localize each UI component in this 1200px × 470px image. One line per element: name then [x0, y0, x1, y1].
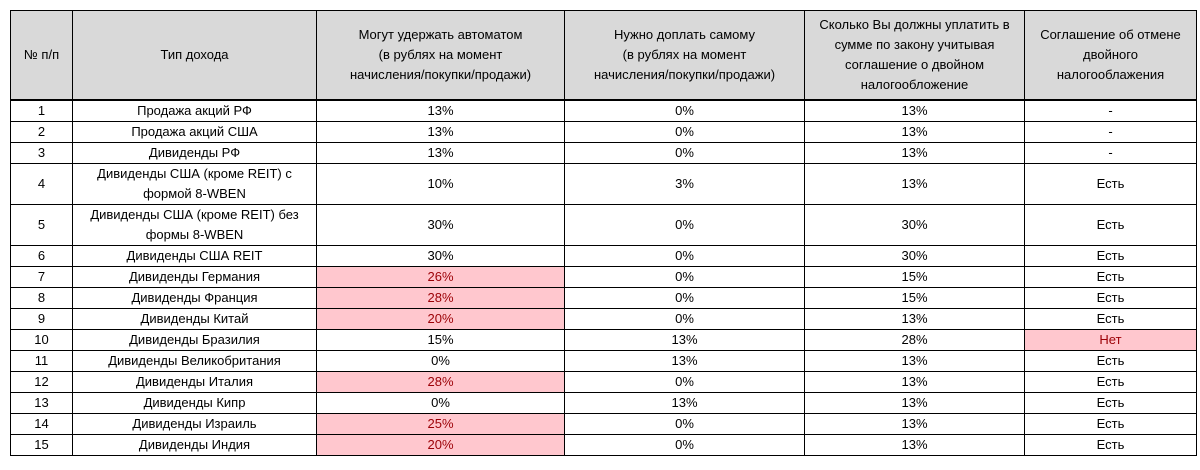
cell-pay-yourself: 13%	[565, 330, 805, 351]
cell-income-type	[73, 164, 317, 205]
cell-income-type	[73, 393, 317, 414]
text-line: Дивиденды Индия	[138, 437, 251, 452]
table-row	[11, 309, 1197, 330]
cell-income-type	[73, 414, 317, 435]
text-line: Дивиденды Израиль	[132, 416, 257, 431]
cell-income-type	[73, 205, 317, 246]
cell-num: 1	[11, 100, 73, 122]
cell-income-type	[73, 372, 317, 393]
table-row	[11, 164, 1197, 205]
cell-agreement: Есть	[1025, 246, 1197, 267]
text-line: Дивиденды США REIT	[126, 248, 263, 263]
cell-auto-withheld: 13%	[317, 122, 565, 143]
cell-pay-yourself: 0%	[565, 267, 805, 288]
cell-total-due: 30%	[805, 246, 1025, 267]
text-line: Дивиденды Германия	[128, 269, 261, 284]
cell-agreement: Есть	[1025, 309, 1197, 330]
table-row	[11, 100, 1197, 122]
header-income-type: Тип дохода	[73, 11, 317, 101]
cell-pay-yourself: 0%	[565, 309, 805, 330]
table-row	[11, 330, 1197, 351]
cell-pay-yourself: 0%	[565, 143, 805, 164]
table-row	[11, 143, 1197, 164]
cell-total-due: 13%	[805, 351, 1025, 372]
text-line: Соглашение об отмене	[1040, 27, 1181, 42]
cell-pay-yourself: 0%	[565, 122, 805, 143]
cell-auto-withheld: 0%	[317, 351, 565, 372]
cell-income-type	[73, 330, 317, 351]
cell-agreement: -	[1025, 100, 1197, 122]
table-row	[11, 246, 1197, 267]
table-row	[11, 267, 1197, 288]
header-total-due	[805, 11, 1025, 101]
cell-total-due: 13%	[805, 122, 1025, 143]
text-line: начисления/покупки/продажи)	[349, 67, 532, 82]
cell-auto-withheld: 13%	[317, 143, 565, 164]
cell-num: 5	[11, 205, 73, 246]
text-line: Дивиденды Италия	[135, 374, 254, 389]
table-header	[11, 11, 1197, 101]
cell-pay-yourself: 0%	[565, 100, 805, 122]
text-line: Дивиденды Китай	[140, 311, 249, 326]
cell-num: 13	[11, 393, 73, 414]
cell-auto-withheld: 30%	[317, 246, 565, 267]
cell-agreement: Есть	[1025, 414, 1197, 435]
cell-total-due: 13%	[805, 143, 1025, 164]
table-row	[11, 372, 1197, 393]
table-row	[11, 122, 1197, 143]
text-line: двойного	[1083, 47, 1138, 62]
cell-total-due: 13%	[805, 100, 1025, 122]
table-body	[11, 100, 1197, 456]
text-line: Дивиденды Бразилия	[129, 332, 260, 347]
cell-auto-withheld: 28%	[317, 288, 565, 309]
cell-auto-withheld: 28%	[317, 372, 565, 393]
cell-num: 4	[11, 164, 73, 205]
text-line: Сколько Вы должны уплатить в	[819, 17, 1010, 32]
tax-table	[10, 10, 1197, 456]
header-num: № п/п	[11, 11, 73, 101]
table-row	[11, 414, 1197, 435]
text-line: сумме по закону учитывая	[834, 37, 995, 52]
table-row	[11, 435, 1197, 456]
cell-num: 14	[11, 414, 73, 435]
text-line: (в рублях на момент	[622, 47, 747, 62]
text-line: налогообложение	[860, 77, 969, 92]
cell-agreement: Есть	[1025, 205, 1197, 246]
header-auto-withheld	[317, 11, 565, 101]
text-line: Дивиденды США (кроме REIT) без	[90, 207, 299, 222]
text-line: соглашение о двойном	[844, 57, 985, 72]
cell-agreement: Есть	[1025, 288, 1197, 309]
cell-num: 11	[11, 351, 73, 372]
table-row	[11, 351, 1197, 372]
cell-income-type	[73, 435, 317, 456]
text-line: Продажа акций РФ	[137, 103, 252, 118]
text-line: Дивиденды Франция	[131, 290, 258, 305]
header-row	[11, 11, 1197, 101]
cell-total-due: 13%	[805, 435, 1025, 456]
cell-agreement: Есть	[1025, 372, 1197, 393]
cell-total-due: 13%	[805, 372, 1025, 393]
header-pay-yourself	[565, 11, 805, 101]
cell-pay-yourself: 3%	[565, 164, 805, 205]
cell-agreement: Есть	[1025, 164, 1197, 205]
cell-total-due: 30%	[805, 205, 1025, 246]
cell-total-due: 28%	[805, 330, 1025, 351]
cell-pay-yourself: 13%	[565, 351, 805, 372]
cell-income-type	[73, 100, 317, 122]
cell-total-due: 13%	[805, 393, 1025, 414]
text-line: Дивиденды Великобритания	[108, 353, 281, 368]
text-line: формой 8-WBEN	[143, 186, 246, 201]
cell-auto-withheld: 13%	[317, 100, 565, 122]
cell-income-type	[73, 351, 317, 372]
cell-income-type	[73, 309, 317, 330]
cell-num: 7	[11, 267, 73, 288]
table-row	[11, 205, 1197, 246]
text-line: формы 8-WBEN	[145, 227, 244, 242]
cell-auto-withheld: 26%	[317, 267, 565, 288]
cell-num: 15	[11, 435, 73, 456]
cell-auto-withheld: 20%	[317, 309, 565, 330]
cell-pay-yourself: 0%	[565, 246, 805, 267]
text-line: начисления/покупки/продажи)	[593, 67, 776, 82]
cell-total-due: 13%	[805, 309, 1025, 330]
cell-income-type	[73, 122, 317, 143]
cell-total-due: 15%	[805, 267, 1025, 288]
cell-agreement: Нет	[1025, 330, 1197, 351]
cell-num: 3	[11, 143, 73, 164]
cell-agreement: Есть	[1025, 267, 1197, 288]
text-line: налогооблажения	[1056, 67, 1165, 82]
cell-num: 10	[11, 330, 73, 351]
cell-num: 2	[11, 122, 73, 143]
text-line: Дивиденды РФ	[148, 145, 241, 160]
cell-total-due: 13%	[805, 164, 1025, 205]
cell-num: 9	[11, 309, 73, 330]
cell-agreement: -	[1025, 143, 1197, 164]
text-line: (в рублях на момент	[378, 47, 503, 62]
cell-total-due: 13%	[805, 414, 1025, 435]
cell-pay-yourself: 0%	[565, 372, 805, 393]
cell-pay-yourself: 0%	[565, 414, 805, 435]
text-line: Дивиденды США (кроме REIT) с	[97, 166, 292, 181]
cell-agreement: -	[1025, 122, 1197, 143]
cell-agreement: Есть	[1025, 393, 1197, 414]
text-line: Продажа акций США	[131, 124, 258, 139]
text-line: Могут удержать автоматом	[358, 27, 523, 42]
cell-num: 12	[11, 372, 73, 393]
cell-income-type	[73, 267, 317, 288]
cell-income-type	[73, 288, 317, 309]
cell-auto-withheld: 0%	[317, 393, 565, 414]
cell-num: 8	[11, 288, 73, 309]
cell-auto-withheld: 15%	[317, 330, 565, 351]
cell-num: 6	[11, 246, 73, 267]
text-line: Нужно доплать самому	[614, 27, 755, 42]
cell-auto-withheld: 20%	[317, 435, 565, 456]
cell-auto-withheld: 25%	[317, 414, 565, 435]
cell-total-due: 15%	[805, 288, 1025, 309]
cell-pay-yourself: 0%	[565, 435, 805, 456]
cell-agreement: Есть	[1025, 435, 1197, 456]
cell-auto-withheld: 10%	[317, 164, 565, 205]
cell-pay-yourself: 0%	[565, 288, 805, 309]
cell-agreement: Есть	[1025, 351, 1197, 372]
table-row	[11, 393, 1197, 414]
cell-income-type	[73, 246, 317, 267]
cell-auto-withheld: 30%	[317, 205, 565, 246]
cell-income-type	[73, 143, 317, 164]
text-line: Дивиденды Кипр	[143, 395, 246, 410]
cell-pay-yourself: 0%	[565, 205, 805, 246]
cell-pay-yourself: 13%	[565, 393, 805, 414]
table-row	[11, 288, 1197, 309]
header-double-tax-agreement	[1025, 11, 1197, 101]
